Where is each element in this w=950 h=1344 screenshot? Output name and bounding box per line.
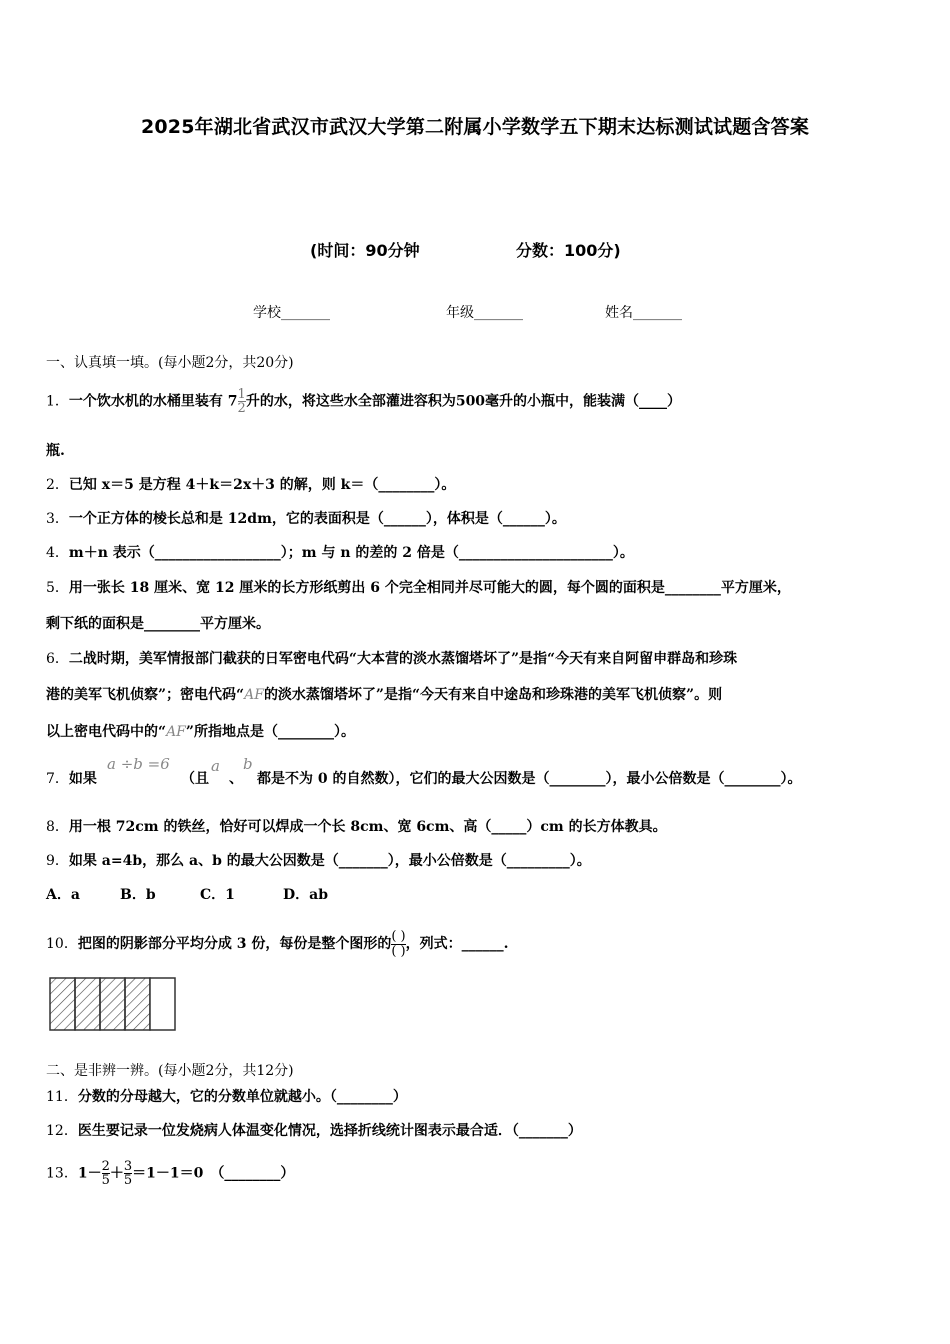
- denominator: 5: [101, 1173, 110, 1188]
- question-11: [46, 1086, 407, 1106]
- grade-field: 年级_______: [446, 305, 523, 321]
- section-2-heading: 二、是非辨一辨。(每小题2分，共12分): [46, 1063, 294, 1079]
- shaded-cell: [75, 978, 100, 1030]
- question-1-cont: 瓶.: [46, 443, 65, 459]
- question-number: 2．: [46, 477, 69, 493]
- question-6-line3: [46, 721, 355, 741]
- option-d: D．ab: [283, 887, 329, 903]
- fraction: [102, 1160, 110, 1187]
- question-text: m＋n 表示（__________________）；m 与 n 的差的 2 倍是（______________________）。: [68, 545, 634, 561]
- question-number: 3．: [46, 511, 69, 527]
- question-text: 如果: [68, 771, 97, 787]
- numerator: 3: [123, 1159, 133, 1174]
- separator: 、: [229, 771, 243, 787]
- question-13: [46, 1160, 294, 1187]
- shaded-rectangle-figure: [48, 976, 178, 1032]
- code-af: AF: [166, 724, 186, 740]
- shaded-cell: [100, 978, 125, 1030]
- question-7-rest: 都是不为 0 的自然数），它们的最大公因数是（________），最小公倍数是（________）。: [257, 771, 802, 787]
- variable-b: b: [243, 755, 253, 773]
- question-2: [46, 474, 455, 494]
- name-field: 姓名_______: [605, 305, 682, 321]
- question-number: 4．: [46, 545, 69, 561]
- question-3: [46, 508, 566, 528]
- question-number: 8．: [46, 819, 69, 835]
- question-text: 的淡水蒸馏塔坏了”是指“今天有来自中途岛和珍珠港的美军飞机侦察”。则: [263, 687, 723, 703]
- question-8: [46, 816, 667, 836]
- question-number: 6．: [46, 651, 69, 667]
- exam-score: 分数：100分): [516, 241, 621, 260]
- question-7: [46, 768, 97, 788]
- question-5: [46, 577, 791, 597]
- option-b: B．b: [120, 887, 156, 903]
- question-text: 升的水，将这些水全部灌进容积为500毫升的小瓶中，能装满（____）: [245, 393, 682, 410]
- question-text: 用一根 72cm 的铁丝，恰好可以焊成一个长 8cm、宽 6cm、高（_____）cm 的长方体教具。: [68, 819, 667, 835]
- question-number: 12．: [46, 1123, 78, 1139]
- numerator: 1: [237, 387, 246, 402]
- question-9: [46, 850, 591, 870]
- exam-time: (时间：90分钟: [310, 241, 420, 260]
- denominator: 2: [237, 401, 246, 416]
- blank-fraction: [391, 930, 405, 958]
- section-1-heading: 一、认真填一填。(每小题2分，共20分): [46, 355, 294, 371]
- question-text: 医生要记录一位发烧病人体温变化情况，选择折线统计图表示最合适．（_______）: [77, 1123, 582, 1139]
- question-10: [46, 930, 508, 958]
- question-text: ，列式：______.: [405, 936, 509, 953]
- question-text: ”所指地点是（________）。: [185, 724, 355, 740]
- question-number: 7．: [46, 771, 69, 787]
- question-number: 5．: [46, 580, 69, 596]
- question-text: 港的美军飞机侦察”；密电代码“: [46, 687, 245, 703]
- question-text: 把图的阴影部分平均分成 3 份，每份是整个图形的: [77, 936, 392, 953]
- shaded-cell: [50, 978, 75, 1030]
- fraction: [238, 388, 246, 415]
- variable-a: a: [211, 757, 220, 775]
- question-number: 9．: [46, 853, 69, 869]
- school-field: 学校_______: [253, 305, 330, 321]
- question-5-cont: 剩下纸的面积是________平方厘米。: [46, 616, 270, 632]
- numerator-blank: ( ): [391, 929, 406, 944]
- denominator-blank: ( ): [391, 943, 406, 959]
- question-7-text: （且: [181, 771, 209, 787]
- question-12: [46, 1120, 582, 1140]
- question-number: 13．: [46, 1165, 78, 1182]
- option-c: C．1: [200, 887, 235, 903]
- question-text: 以上密电代码中的“: [46, 724, 167, 740]
- question-6-line2: [46, 684, 722, 704]
- question-4: [46, 542, 634, 562]
- question-text: 分数的分母越大，它的分数单位就越小。（________）: [77, 1089, 407, 1105]
- question-number: 10．: [46, 936, 78, 953]
- expression: a ÷b =6: [107, 755, 170, 773]
- question-1: [46, 388, 681, 415]
- question-number: 1．: [46, 393, 69, 410]
- question-text: 1－: [77, 1165, 102, 1182]
- question-text: 二战时期，美军情报部门截获的日军密电代码“大本营的淡水蒸馏塔坏了”是指“今天有来自阿留申群岛和珍珠: [68, 651, 738, 667]
- empty-cell: [150, 978, 175, 1030]
- question-text: 已知 x＝5 是方程 4＋k＝2x＋3 的解，则 k＝（________）。: [68, 477, 456, 493]
- plus-sign: ＋: [109, 1165, 124, 1182]
- code-af: AF: [244, 687, 264, 703]
- question-text: 一个正方体的棱长总和是 12dm，它的表面积是（______），体积是（______）。: [68, 511, 566, 527]
- numerator: 2: [101, 1159, 110, 1174]
- question-text: 用一张长 18 厘米、宽 12 厘米的长方形纸剪出 6 个完全相同并尽可能大的圆，每个圆的面积是________平方厘米，: [68, 580, 791, 596]
- fraction: [124, 1160, 132, 1187]
- question-text: 一个饮水机的水桶里装有 7: [68, 393, 238, 410]
- question-number: 11．: [46, 1089, 78, 1105]
- question-text: ＝1－1＝0 （________）: [132, 1165, 295, 1182]
- page-title: 2025年湖北省武汉市武汉大学第二附属小学数学五下期末达标测试试题含答案: [140, 116, 810, 138]
- question-6: [46, 648, 737, 668]
- question-text: 如果 a=4b，那么 a、b 的最大公因数是（_______），最小公倍数是（_________）。: [68, 853, 591, 869]
- shaded-cell: [125, 978, 150, 1030]
- denominator: 5: [123, 1173, 133, 1188]
- option-a: A．a: [46, 887, 80, 903]
